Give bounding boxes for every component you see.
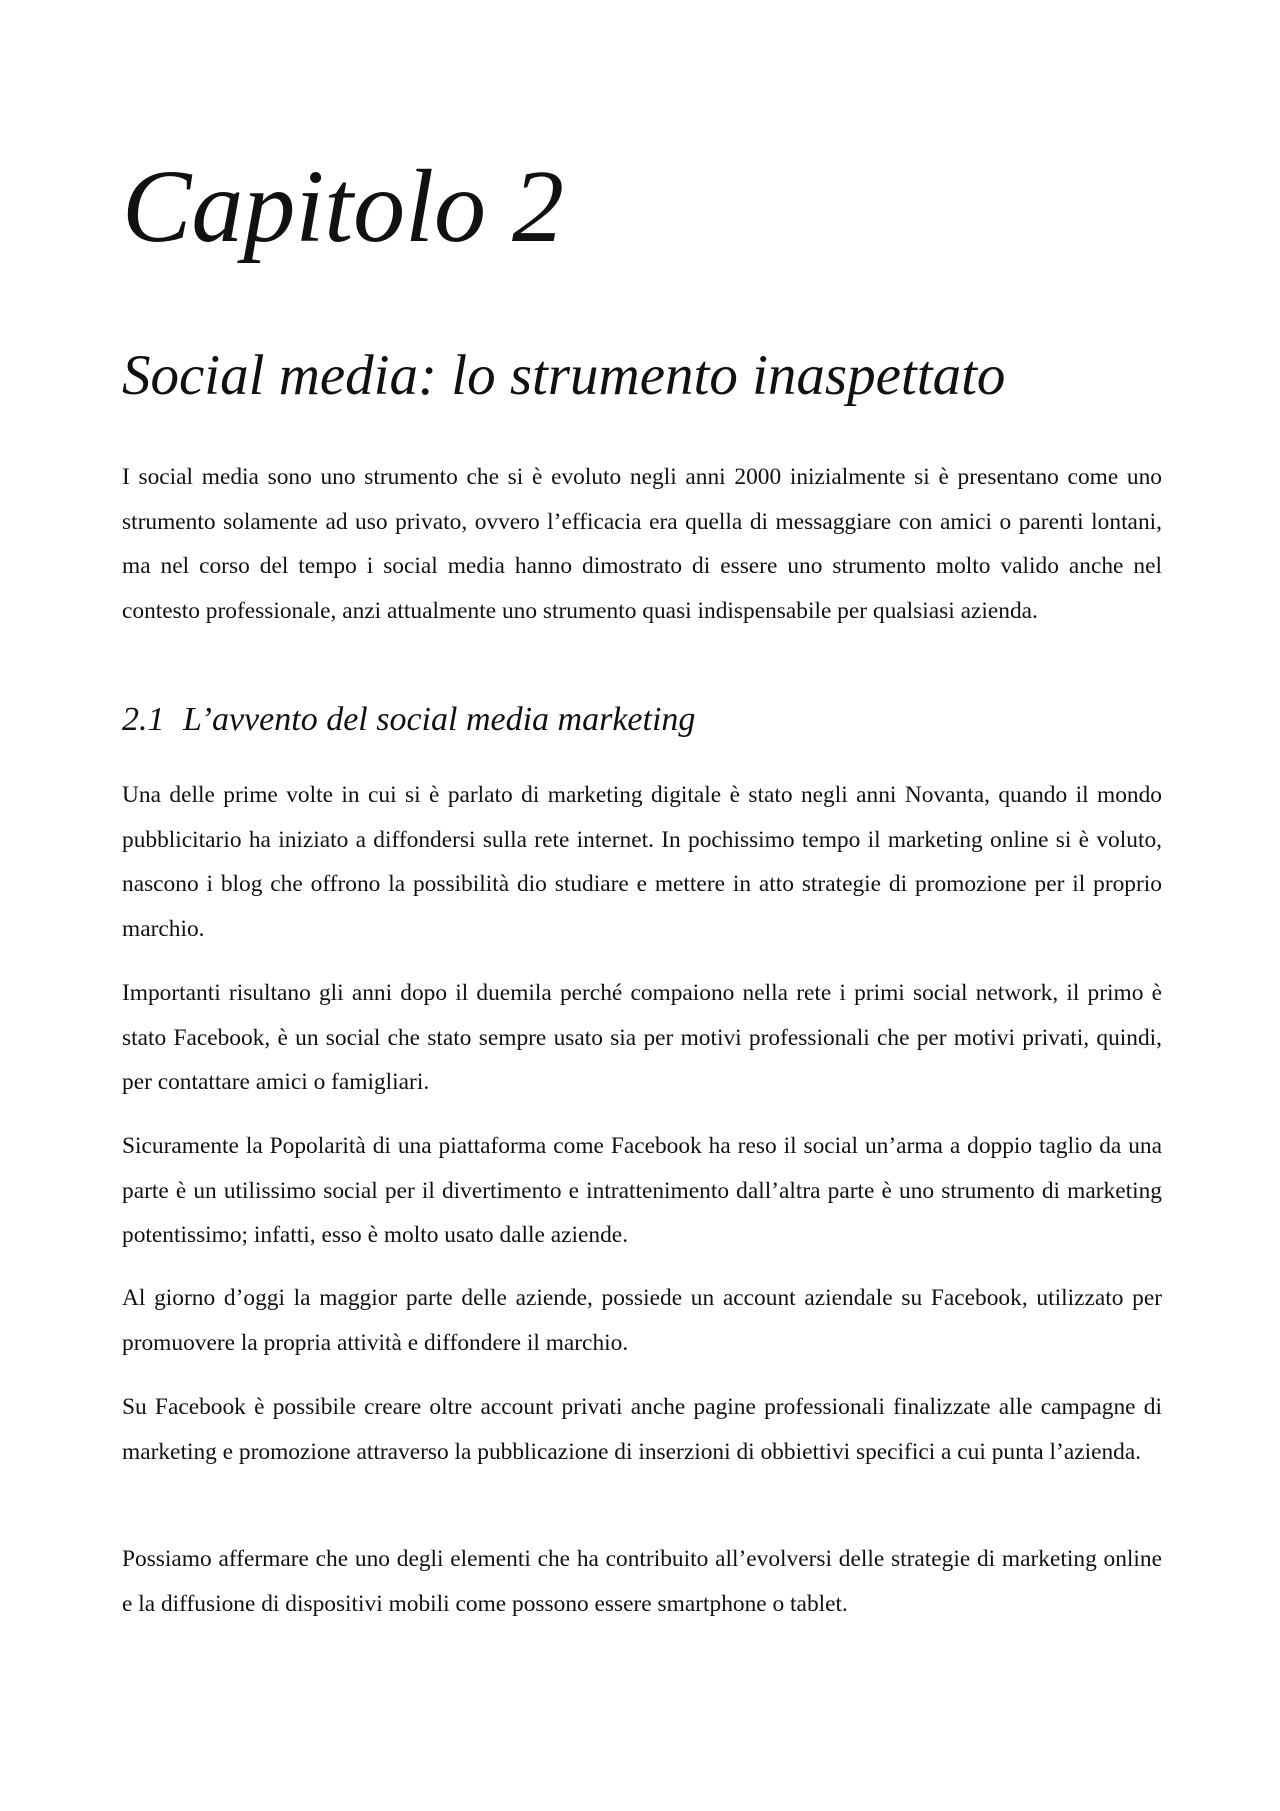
section-title: L’avvento del social media marketing [183,701,696,738]
section-number: 2.1 [122,701,165,738]
intro-paragraph: I social media sono uno strumento che si è evoluto negli anni 2000 inizialmente si è presentano come uno strumento solamente ad uso privato, ovvero l’efficacia era quella di messaggiare con amici o parenti lontani, ma nel corso del tempo i social media hanno dimostrato di essere uno strumento molto valido anche nel contesto professionale, anzi attualmente uno strumento quasi indispensabile per qualsiasi azienda. [122,464,1162,624]
body-paragraph: Su Facebook è possibile creare oltre account privati anche pagine professionali finalizzate alle campagne di marketing e promozione attraverso la pubblicazione di inserzioni di obbiettivi specifici a cui punta l’azienda. [122,1394,1162,1465]
body-paragraph: Possiamo affermare che uno degli elementi che ha contribuito all’evolversi delle strategie di marketing online e la diffusione di dispositivi mobili come possono essere smartphone o tablet. [122,1546,1162,1617]
section-heading [122,700,695,741]
body-paragraph: Sicuramente la Popolarità di una piattaforma come Facebook ha reso il social un’arma a doppio taglio da una parte è un utilissimo social per il divertimento e intrattenimento dall’altra parte è uno strumento di marketing potentissimo; infatti, esso è molto usato dalle aziende. [122,1133,1162,1249]
body-paragraph: Importanti risultano gli anni dopo il duemila perché compaiono nella rete i primi social network, il primo è stato Facebook, è un social che stato sempre usato sia per motivi professionali che per motivi privati, quindi, per contattare amici o famigliari. [122,980,1162,1096]
body-paragraph: Una delle prime volte in cui si è parlato di marketing digitale è stato negli anni Novanta, quando il mondo pubblicitario ha iniziato a diffondersi sulla rete internet. In pochissimo tempo il marketing online si è voluto, nascono i blog che offrono la possibilità dio studiare e mettere in atto strategie di promozione per il proprio marchio. [122,782,1162,942]
body-paragraph: Al giorno d’oggi la maggior parte delle aziende, possiede un account aziendale su Facebook, utilizzato per promuovere la propria attività e diffondere il marchio. [122,1285,1162,1356]
chapter-title: Capitolo 2 [122,149,565,264]
chapter-subtitle: Social media: lo strumento inaspettato [122,344,1006,407]
